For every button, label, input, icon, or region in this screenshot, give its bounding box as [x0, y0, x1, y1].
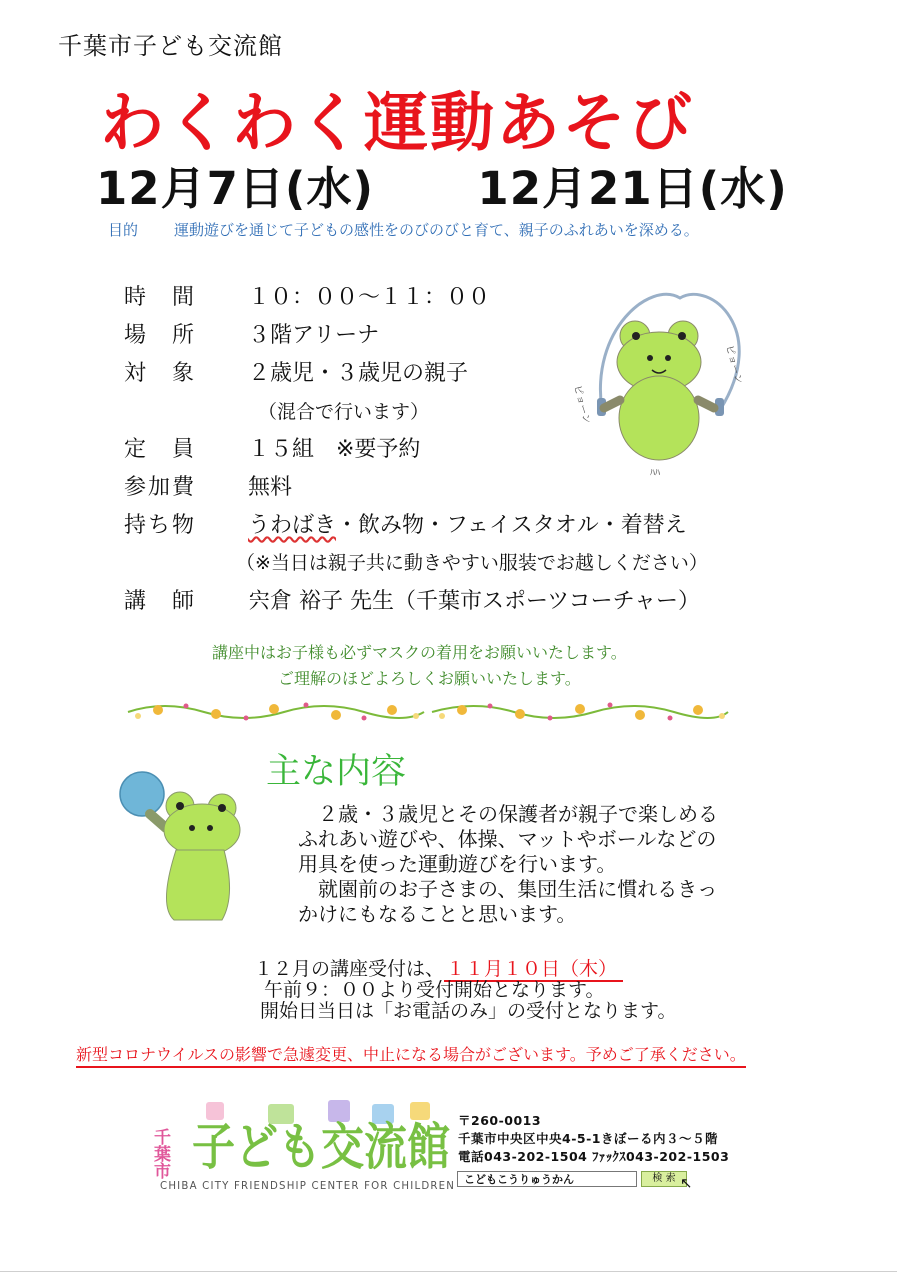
target-value: ２歳児・３歳児の親子 [248, 361, 469, 386]
page-bottom-edge [0, 1271, 897, 1272]
fee-row [124, 470, 292, 501]
flower-garland-divider [124, 696, 732, 728]
cursor-pointer-icon: ↖ [680, 1174, 693, 1192]
search-button[interactable]: 検 索 [641, 1171, 687, 1187]
target-row [124, 356, 468, 387]
postal-code: 〒260-0013 [458, 1113, 542, 1128]
date-second: 12月21日(水) [477, 162, 788, 215]
phone-fax: 電話043-202-1504 ﾌｧｯｸｽ043-202-1503 [458, 1149, 730, 1164]
capacity-label: 定 員 [124, 437, 197, 462]
event-title: わくわく運動あそび [100, 87, 694, 161]
time-value: １０：００～１１：００ [248, 285, 491, 310]
search-input[interactable]: こどもこうりゅうかん [457, 1171, 637, 1187]
items-row [124, 508, 687, 539]
content-section-title: 主な内容 [266, 752, 407, 792]
items-label: 持ち物 [124, 513, 197, 538]
purpose-label: 目的 [108, 221, 139, 239]
capacity-row [124, 432, 420, 463]
time-row [124, 280, 490, 311]
mask-note-line2: ご理解のほどよろしくお願いいたします。 [278, 669, 581, 688]
reception-line-3: 開始日当日は「お電話のみ」の受付となります。 [260, 1000, 677, 1022]
items-note: （※当日は親子共に動きやすい服装でお越しください） [236, 552, 708, 574]
logo-main-text: 子ども交流館 [192, 1118, 450, 1176]
fee-value: 無料 [248, 475, 293, 500]
date-first: 12月7日(水) [96, 162, 375, 215]
content-line-3: 用具を使った運動遊びを行います。 [298, 852, 617, 876]
center-logo [150, 1098, 454, 1192]
items-value-underlined: うわばき [248, 513, 337, 538]
reception-date: １１月１０日（木） [444, 958, 623, 982]
frog-body-icon [604, 321, 714, 460]
reception-prefix: １２月の講座受付は、 [254, 958, 445, 980]
instructor-label: 講 師 [124, 589, 197, 614]
frog-icon [150, 792, 240, 920]
organization-name: 千葉市子ども交流館 [58, 32, 283, 60]
sound-effect-left: ピョーン [571, 383, 593, 426]
content-line-5: かけにもなることと思います。 [298, 902, 577, 926]
event-dates [96, 152, 788, 217]
items-value-rest: ・飲み物・フェイスタオル・着替え [336, 513, 687, 538]
target-note: （混合で行います） [258, 401, 430, 423]
purpose-text: 運動遊びを通じて子どもの感性をのびのびと育て、親子のふれあいを深める。 [174, 221, 699, 239]
purpose-line [108, 219, 699, 240]
sound-effect-right: ピョーン [723, 343, 745, 386]
ball-icon [120, 772, 164, 816]
sound-effect-bottom: ﾊﾊ [650, 468, 660, 479]
mask-note-line1: 講座中はお子様も必ずマスクの着用をお願いいたします。 [212, 643, 627, 662]
instructor-row [124, 584, 700, 615]
place-row [124, 318, 379, 349]
time-label: 時 間 [124, 285, 197, 310]
logo-english-text: CHIBA CITY FRIENDSHIP CENTER FOR CHILDREN [160, 1181, 456, 1192]
address: 千葉市中央区中央4-5-1きぼーる内３～５階 [458, 1131, 718, 1146]
place-label: 場 所 [124, 323, 197, 348]
jumping-frog-illustration [571, 290, 780, 490]
reception-line-2: 午前９：００より受付開始となります。 [264, 979, 605, 1001]
place-value: ３階アリーナ [248, 323, 380, 348]
content-line-1: ２歳・３歳児とその保護者が親子で楽しめる [298, 802, 718, 826]
capacity-value: １５組 ※要予約 [248, 437, 421, 462]
covid-warning: 新型コロナウイルスの影響で急遽変更、中止になる場合がございます。予めご了承ください。 [76, 1042, 746, 1068]
content-line-4: 就園前のお子さまの、集団生活に慣れるきっ [298, 877, 718, 901]
fee-label: 参加費 [124, 475, 197, 500]
instructor-value: 宍倉 裕子 先生（千葉市スポーツコーチャー） [248, 589, 701, 614]
content-line-2: ふれあい遊びや、体操、マットやボールなどの [298, 827, 717, 851]
logo-small-text: 千葉市 [150, 1128, 170, 1179]
ball-frog-illustration [118, 766, 248, 926]
target-label: 対 象 [124, 361, 197, 386]
